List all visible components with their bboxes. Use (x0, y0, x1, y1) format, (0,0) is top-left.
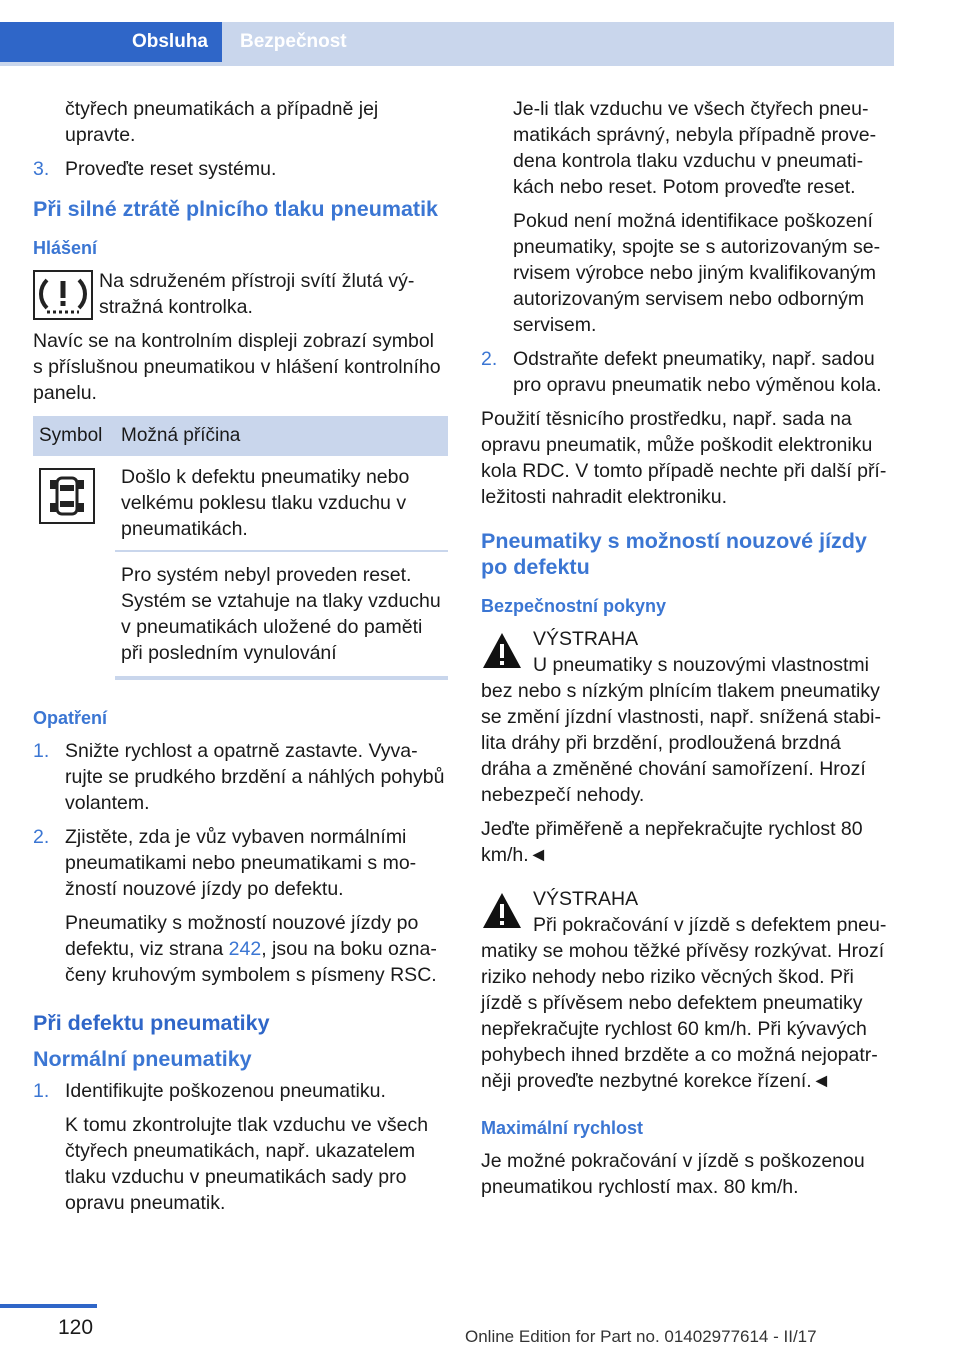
left-column (33, 96, 448, 1224)
table-row: Došlo k defektu pneumatiky nebo velkému poklesu tlaku vzduchu v pneumatikách. (33, 456, 448, 551)
table-header-cause: Možná příčina (115, 416, 448, 456)
tire-pressure-warning-icon (33, 270, 93, 320)
paragraph: Je možné pokračování v jízdě s poškozenou pneumatikou rychlostí max. 80 km/h. (481, 1150, 865, 1198)
list-item: 1. Identifikujte poškozenou pneumatiku. (33, 1080, 386, 1102)
warning-triangle-icon (481, 630, 523, 672)
list-item: 2. Odstraňte defekt pneumatiky, např. sadou pro opravu pneumatik nebo výměnou kola. (481, 348, 882, 396)
subheading-max-speed: Maximální rychlost (481, 1118, 644, 1138)
warning-notice: VÝSTRAHA U pneumatiky s nouzovými vlastnostmi bez nebo s nízkým plnícím tlakem pneumatiky se změní jízdní vlastnosti, např. snížená stabilita dráhy při brzdění, prodloužená brzdná dráha a změněné chování samořízení. Hrozí nebezpečí nehody. Jeďte přiměřeně a nepřekračujte rychlost 80 km/h.◄ (481, 628, 881, 866)
header-tabs (0, 0, 894, 66)
subheading-opatreni: Opatření (33, 708, 108, 728)
subheading-hlaseni: Hlášení (33, 238, 98, 258)
section-heading: Pneumatiky s možností nouzové jízdy po defektu (481, 529, 867, 579)
paragraph: Použití těsnicího prostředku, např. sada na opravu pneumatik, může poškodit elektroniku kola RDC. V tomto případě nechte při další příležitosti nahradit elektroniku. (481, 408, 887, 508)
tab-bezpecnost[interactable]: Bezpečnost (222, 22, 894, 62)
page-number: 120 (58, 1316, 94, 1339)
symbol-table (33, 416, 448, 680)
list-item: 3. Proveďte reset systému. (33, 158, 277, 180)
edition-info: Online Edition for Part no. 01402977614 - II/17 (465, 1327, 817, 1346)
footer-rule (0, 1304, 97, 1308)
tab-obsluha[interactable]: Obsluha (0, 22, 222, 62)
indicator-notice: Na sdruženém přístroji svítí žlutá výstražná kontrolka. (33, 268, 448, 328)
paragraph: Navíc se na kontrolním displeji zobrazí symbol s příslušnou pneumatikou v hlášení kontrolního panelu. (33, 330, 441, 404)
table-row: Pro systém nebyl proveden reset. Systém se vztahuje na tlaky vzduchu v pneumatikách uložené do paměti při posledním vynulování (33, 551, 448, 678)
continued-text: čtyřech pneumatikách a případně jej upravte. (65, 98, 379, 146)
paragraph: Pokud není možná identifikace poškození pneumatiky, spojte se s autorizovaným servisem výrobce nebo jiným kvalifikovaným autorizovaným servisem nebo odborným servisem. (513, 210, 881, 336)
paragraph: Je-li tlak vzduchu ve všech čtyřech pneumatikách správný, nebyla případně provedena kontrola tlaku vzduchu v pneumatikách nebo reset. Potom proveďte reset. (513, 98, 877, 198)
rsc-note: Pneumatiky s možností nouzové jízdy po defektu, viz strana 242, jsou na boku označeny kruhovým symbolem s písmeny RSC. (65, 912, 437, 986)
paragraph: K tomu zkontrolujte tlak vzduchu ve všech čtyřech pneumatikách, např. ukazatelem tlaku vzduchu v pneumatikách sady pro opravu pneumatik. (65, 1114, 429, 1214)
warning-notice: VÝSTRAHA Při pokračování v jízdě s defektem pneumatiky se mohou těžké přívěsy rozkývat. Hrozí riziko nehody nebo riziko věcných škod. Při jízdě s přívěsem nebo defektem pneumatiky nepřekračujte rychlost 60 km/h. Při kývavých pohybech ihned brzděte a co možná nejopatrněji proveďte nezbytné korekce řízení.◄ (481, 888, 887, 1092)
list-item: 1. Snižte rychlost a opatrně zastavte. Vyvarujte se prudkého brzdění a náhlých pohybů volantem. (33, 740, 445, 814)
table-header-symbol: Symbol (33, 416, 115, 456)
page-link-242[interactable]: 242 (228, 938, 262, 960)
list-item: 2. Zjistěte, zda je vůz vybaven normálními pneumatikami nebo pneumatikami s možností nouzové jízdy po defektu. (33, 826, 417, 900)
section-heading: Při silné ztrátě plnicího tlaku pneumatik (33, 197, 439, 221)
section-subheading: Normální pneumatiky (33, 1047, 252, 1071)
car-tire-defect-icon (39, 468, 95, 524)
section-heading: Při defektu pneumatiky (33, 1011, 270, 1035)
right-column (481, 96, 888, 1208)
warning-triangle-icon (481, 890, 523, 932)
subheading-bezpecnost: Bezpečnostní pokyny (481, 596, 667, 616)
